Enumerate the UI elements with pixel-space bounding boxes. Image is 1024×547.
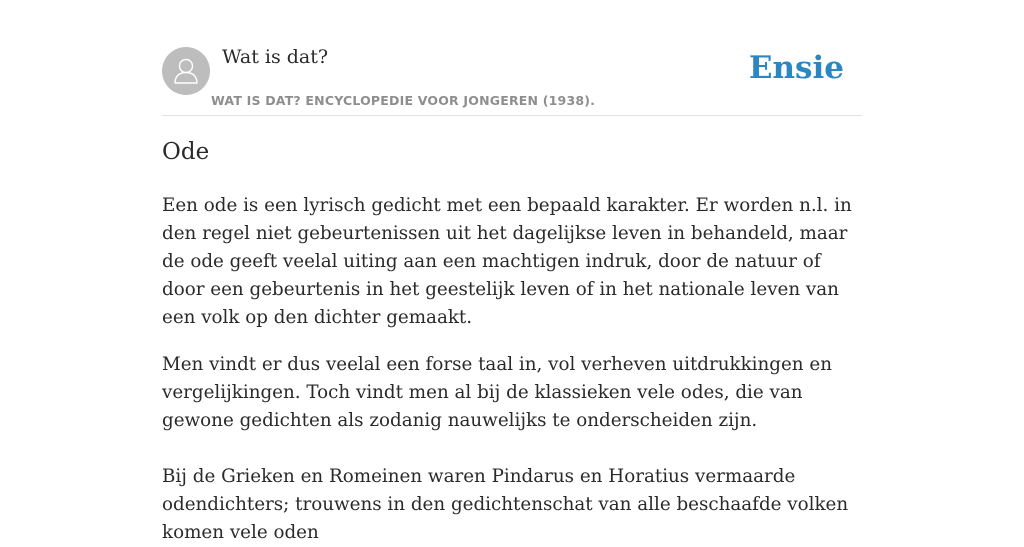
article-title: Ode (162, 139, 210, 165)
article-paragraph: Men vindt er dus veelal een forse taal in, vol verheven uitdrukkingen en vergelijkingen. Toch vindt men al bij de klassieken vele odes, die van gewone gedichten als zodanig nauwelijks te onderscheiden zijn. (162, 354, 832, 431)
source-subtitle: WAT IS DAT? ENCYCLOPEDIE VOOR JONGEREN (1938). (211, 93, 596, 108)
avatar[interactable] (162, 47, 210, 95)
page-container (162, 0, 862, 543)
ensie-logo-link[interactable]: Ensie (748, 50, 844, 86)
article-body (162, 192, 867, 547)
source-header (162, 0, 862, 116)
source-title[interactable]: Wat is dat? (222, 46, 329, 68)
article-paragraph: Bij de Grieken en Romeinen waren Pindarus en Horatius vermaarde odendichters; trouwens in den gedichtenschat van alle beschaafde volken komen vele oden (162, 466, 849, 543)
user-silhouette-icon (162, 47, 210, 95)
article-paragraph: Een ode is een lyrisch gedicht met een bepaald karakter. Er worden n.l. in den regel niet gebeurtenissen uit het dagelijkse leven in behandeld, maar de ode geeft veelal uiting aan een machtigen indruk, door de natuur of door een gebeurtenis in het geestelijk leven of in het nationale leven van een volk op den dichter gemaakt. (162, 195, 852, 328)
